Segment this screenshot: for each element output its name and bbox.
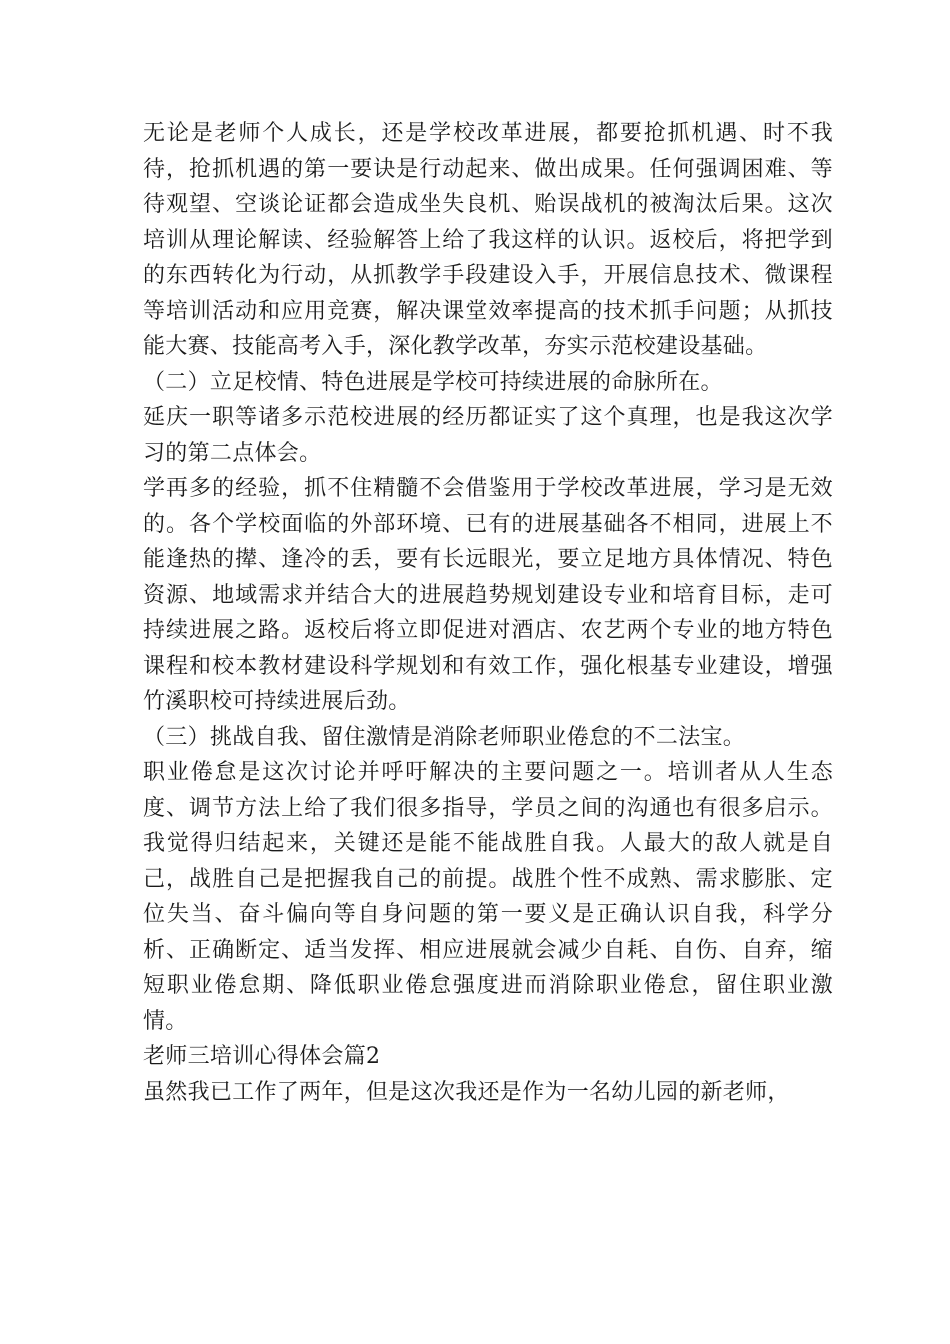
article-title-part-2: 老师三培训心得体会篇2 xyxy=(143,1044,381,1069)
section-heading-2: （二）立足校情、特色进展是学校可持续进展的命脉所在。 xyxy=(143,369,723,395)
section-heading-3: （三）挑战自我、留住激情是消除老师职业倦怠的不二法宝。 xyxy=(143,724,746,750)
document-body xyxy=(143,116,833,1110)
paragraph-new-teacher: 虽然我已工作了两年，但是这次我还是作为一名幼儿园的新老师， xyxy=(143,1079,790,1105)
paragraph-seize-opportunity: 无论是老师个人成长，还是学校改革进展，都要抢抓机遇、时不我待，抢抓机遇的第一要诀是行动起来、做出成果。任何强调困难、等待观望、空谈论证都会造成坐失良机、贻误战机的被淘汰后果。这次培训从理论解读、经验解答上给了我这样的认识。返校后，将把学到的东西转化为行动，从抓教学手段建设入手，开展信息技术、微课程等培训活动和应用竞赛，解决课堂效率提高的技术抓手问题；从抓技能大赛、技能高考入手，深化教学改革，夯实示范校建设基础。 xyxy=(143,121,833,359)
paragraph-learning-experience: 学再多的经验，抓不住精髓不会借鉴用于学校改革进展，学习是无效的。各个学校面临的外部环境、已有的进展基础各不相同，进展上不能逢热的撵、逢冷的丢，要有长远眼光，要立足地方具体情况、特色资源、地域需求并结合大的进展趋势规划建设专业和培育目标，走可持续进展之路。返校后将立即促进对酒店、农艺两个专业的地方特色课程和校本教材建设科学规划和有效工作，强化根基专业建设，增强竹溪职校可持续进展后劲。 xyxy=(143,476,833,714)
paragraph-yanqing-example: 延庆一职等诸多示范校进展的经历都证实了这个真理，也是我这次学习的第二点体会。 xyxy=(143,405,833,466)
paragraph-burnout: 职业倦怠是这次讨论并呼吁解决的主要问题之一。培训者从人生态度、调节方法上给了我们很多指导，学员之间的沟通也有很多启示。我觉得归结起来，关键还是能不能战胜自我。人最大的敌人就是自己，战胜自己是把握我自己的前提。战胜个性不成熟、需求膨胀、定位失当、奋斗偏向等自身问题的第一要义是正确认识自我，科学分析、正确断定、适当发挥、相应进展就会减少自耗、自伤、自弃，缩短职业倦怠期、降低职业倦怠强度进而消除职业倦怠，留住职业激情。 xyxy=(143,760,833,1034)
